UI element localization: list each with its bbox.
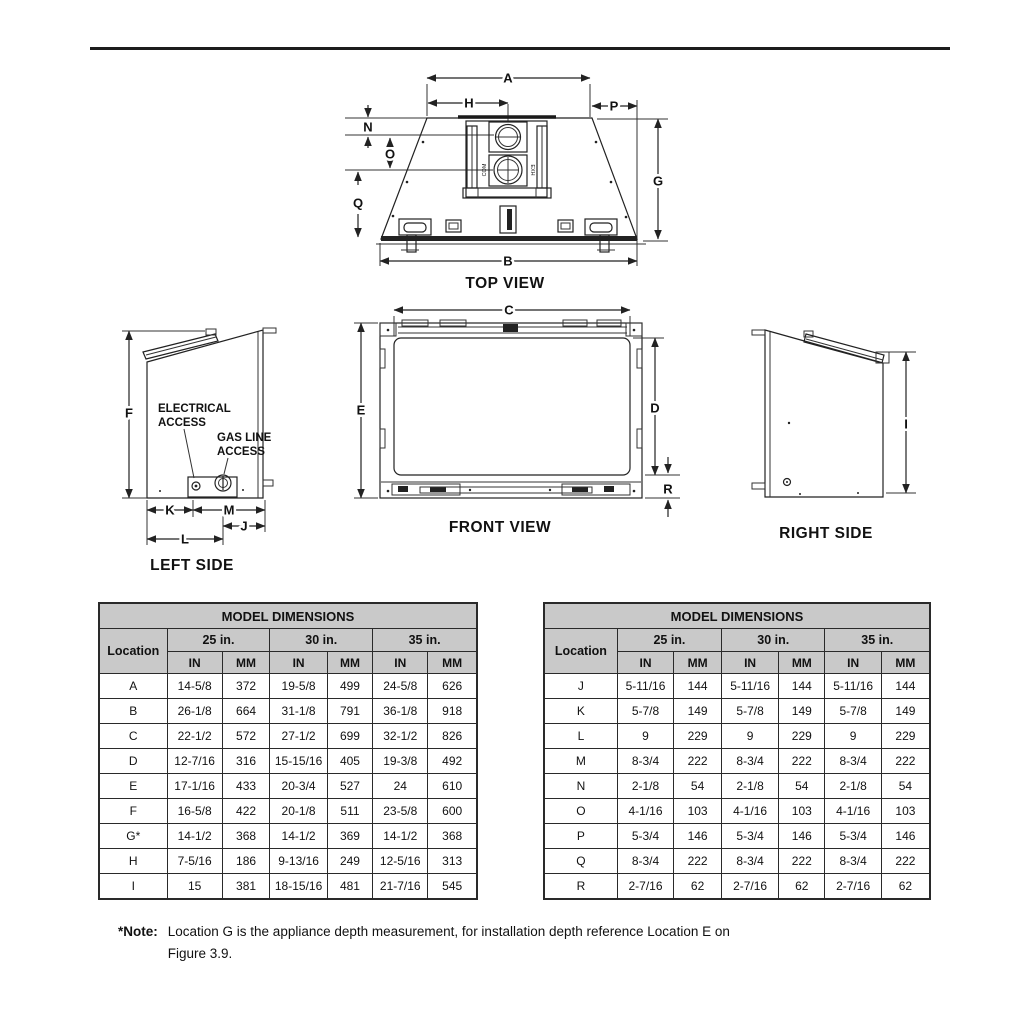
value-cell: 405: [327, 749, 372, 774]
table-row: [99, 724, 477, 749]
value-cell: 20-3/4: [270, 774, 327, 799]
location-cell: A: [99, 674, 167, 699]
unit-header: IN: [617, 652, 673, 674]
value-cell: 15: [167, 874, 222, 900]
value-cell: 9: [722, 724, 779, 749]
location-cell: F: [99, 799, 167, 824]
value-cell: 918: [428, 699, 477, 724]
value-cell: 481: [327, 874, 372, 900]
dim-label-P: P: [609, 98, 619, 114]
dim-label-Q: Q: [352, 195, 364, 211]
dim-label-I: I: [904, 416, 908, 432]
table-row: [544, 749, 930, 774]
value-cell: 26-1/8: [167, 699, 222, 724]
dim-label-A: A: [503, 70, 513, 86]
value-cell: 699: [327, 724, 372, 749]
value-cell: 23-5/8: [373, 799, 428, 824]
size-header-35: 35 in.: [373, 629, 477, 652]
value-cell: 5-3/4: [617, 824, 673, 849]
value-cell: 791: [327, 699, 372, 724]
table-row: [99, 824, 477, 849]
table-row: [99, 674, 477, 699]
value-cell: 149: [881, 699, 930, 724]
value-cell: 826: [428, 724, 477, 749]
value-cell: 372: [222, 674, 270, 699]
value-cell: 527: [327, 774, 372, 799]
unit-header: IN: [825, 652, 881, 674]
value-cell: 19-3/8: [373, 749, 428, 774]
table-row: [544, 799, 930, 824]
size-header-30: 30 in.: [722, 629, 825, 652]
value-cell: 144: [881, 674, 930, 699]
value-cell: 8-3/4: [722, 749, 779, 774]
value-cell: 146: [779, 824, 825, 849]
value-cell: 626: [428, 674, 477, 699]
value-cell: 4-1/16: [617, 799, 673, 824]
value-cell: 381: [222, 874, 270, 900]
value-cell: 24-5/8: [373, 674, 428, 699]
value-cell: 21-7/16: [373, 874, 428, 900]
vent-pipe: [804, 334, 884, 363]
gas-line-access-label: GAS LINE: [217, 432, 272, 444]
value-cell: 316: [222, 749, 270, 774]
dim-label-M: M: [223, 502, 235, 518]
size-header-35: 35 in.: [825, 629, 930, 652]
footnote-text: [168, 921, 730, 964]
location-cell: I: [99, 874, 167, 900]
value-cell: 2-1/8: [617, 774, 673, 799]
value-cell: 5-11/16: [825, 674, 881, 699]
dim-label-G: G: [652, 173, 664, 189]
dim-label-H: H: [464, 95, 474, 111]
front-view-drawing: [354, 303, 680, 537]
value-cell: 422: [222, 799, 270, 824]
table-row: [99, 774, 477, 799]
value-cell: 4-1/16: [825, 799, 881, 824]
value-cell: 229: [779, 724, 825, 749]
value-cell: 5-11/16: [722, 674, 779, 699]
table-row: [544, 824, 930, 849]
value-cell: 368: [428, 824, 477, 849]
dim-label-J: J: [240, 518, 248, 534]
value-cell: 222: [779, 849, 825, 874]
value-cell: 664: [222, 699, 270, 724]
value-cell: 12-7/16: [167, 749, 222, 774]
footnote-line1: Location G is the appliance depth measurement, for installation depth reference Location E on: [167, 924, 730, 939]
table-row: [544, 699, 930, 724]
value-cell: 368: [222, 824, 270, 849]
unit-header: MM: [428, 652, 477, 674]
value-cell: 313: [428, 849, 477, 874]
dim-label-E: E: [356, 402, 366, 418]
gas-line-access-label2: ACCESS: [217, 446, 265, 458]
location-cell: C: [99, 724, 167, 749]
right-bracket: [585, 219, 617, 252]
value-cell: 22-1/2: [167, 724, 222, 749]
unit-header: MM: [222, 652, 270, 674]
value-cell: 149: [674, 699, 722, 724]
value-cell: 15-15/16: [270, 749, 327, 774]
left-bracket: [399, 219, 431, 252]
value-cell: 144: [779, 674, 825, 699]
value-cell: 545: [428, 874, 477, 900]
value-cell: 572: [222, 724, 270, 749]
dimension-table-j-r: [543, 602, 931, 900]
value-cell: 222: [779, 749, 825, 774]
value-cell: 2-1/8: [722, 774, 779, 799]
left-side-drawing: [122, 328, 276, 574]
value-cell: 229: [674, 724, 722, 749]
table-row: [544, 724, 930, 749]
value-cell: 222: [881, 849, 930, 874]
value-cell: 17-1/16: [167, 774, 222, 799]
flue-collar-assembly: [463, 121, 551, 198]
front-view-title: FRONT VIEW: [448, 519, 552, 536]
value-cell: 18-15/16: [270, 874, 327, 900]
value-cell: 5-7/8: [825, 699, 881, 724]
value-cell: 511: [327, 799, 372, 824]
value-cell: 9-13/16: [270, 849, 327, 874]
value-cell: 2-1/8: [825, 774, 881, 799]
value-cell: 499: [327, 674, 372, 699]
footnote-label: *Note:: [118, 924, 158, 939]
value-cell: 54: [674, 774, 722, 799]
table-row: [544, 874, 930, 900]
dim-label-R: R: [663, 481, 673, 497]
footnote: [118, 921, 730, 964]
value-cell: 8-3/4: [825, 749, 881, 774]
value-cell: 54: [881, 774, 930, 799]
table-row: [544, 849, 930, 874]
value-cell: 16-5/8: [167, 799, 222, 824]
value-cell: 62: [674, 874, 722, 900]
value-cell: 8-3/4: [617, 849, 673, 874]
location-cell: O: [544, 799, 617, 824]
value-cell: 249: [327, 849, 372, 874]
location-cell: G*: [99, 824, 167, 849]
value-cell: 229: [881, 724, 930, 749]
value-cell: 54: [779, 774, 825, 799]
size-header-25: 25 in.: [167, 629, 270, 652]
value-cell: 492: [428, 749, 477, 774]
location-cell: M: [544, 749, 617, 774]
value-cell: 186: [222, 849, 270, 874]
top-view-title: TOP VIEW: [465, 275, 545, 292]
location-cell: N: [544, 774, 617, 799]
table-title: MODEL DIMENSIONS: [99, 603, 477, 629]
value-cell: 5-7/8: [617, 699, 673, 724]
value-cell: 14-1/2: [373, 824, 428, 849]
value-cell: 20-1/8: [270, 799, 327, 824]
dim-label-O: O: [384, 146, 396, 162]
value-cell: 14-1/2: [270, 824, 327, 849]
dim-label-D: D: [650, 400, 660, 416]
value-cell: 103: [674, 799, 722, 824]
table-row: [99, 849, 477, 874]
value-cell: 14-5/8: [167, 674, 222, 699]
unit-header: MM: [881, 652, 930, 674]
value-cell: 8-3/4: [617, 749, 673, 774]
table-row: [544, 674, 930, 699]
value-cell: 12-5/16: [373, 849, 428, 874]
value-cell: 9: [825, 724, 881, 749]
value-cell: 5-3/4: [722, 824, 779, 849]
value-cell: 369: [327, 824, 372, 849]
table-row: [99, 749, 477, 774]
location-cell: L: [544, 724, 617, 749]
value-cell: 24: [373, 774, 428, 799]
location-cell: E: [99, 774, 167, 799]
value-cell: 8-3/4: [825, 849, 881, 874]
table-title: MODEL DIMENSIONS: [544, 603, 930, 629]
value-cell: 19-5/8: [270, 674, 327, 699]
table-row: [99, 874, 477, 900]
value-cell: 5-7/8: [722, 699, 779, 724]
value-cell: 610: [428, 774, 477, 799]
collar-label-left: COM: [482, 163, 488, 177]
value-cell: 222: [881, 749, 930, 774]
value-cell: 433: [222, 774, 270, 799]
dim-label-K: K: [165, 502, 175, 518]
location-cell: Q: [544, 849, 617, 874]
unit-header: MM: [327, 652, 372, 674]
unit-header: IN: [270, 652, 327, 674]
size-header-30: 30 in.: [270, 629, 373, 652]
value-cell: 31-1/8: [270, 699, 327, 724]
table-row: [544, 774, 930, 799]
electrical-access-label: ELECTRICAL: [158, 403, 231, 415]
location-cell: D: [99, 749, 167, 774]
table-row: [99, 799, 477, 824]
right-side-title: RIGHT SIDE: [779, 525, 873, 542]
left-side-title: LEFT SIDE: [150, 557, 234, 574]
value-cell: 9: [617, 724, 673, 749]
value-cell: 27-1/2: [270, 724, 327, 749]
unit-header: IN: [167, 652, 222, 674]
glass-panel: [394, 338, 630, 475]
dim-label-F: F: [125, 405, 133, 421]
unit-header: IN: [722, 652, 779, 674]
location-cell: P: [544, 824, 617, 849]
value-cell: 2-7/16: [825, 874, 881, 900]
location-cell: B: [99, 699, 167, 724]
dim-label-N: N: [363, 119, 373, 135]
value-cell: 222: [674, 849, 722, 874]
top-view-drawing: [345, 71, 668, 293]
value-cell: 8-3/4: [722, 849, 779, 874]
value-cell: 146: [881, 824, 930, 849]
value-cell: 103: [779, 799, 825, 824]
value-cell: 5-3/4: [825, 824, 881, 849]
value-cell: 222: [674, 749, 722, 774]
value-cell: 7-5/16: [167, 849, 222, 874]
size-header-25: 25 in.: [617, 629, 721, 652]
unit-header: IN: [373, 652, 428, 674]
unit-header: MM: [674, 652, 722, 674]
value-cell: 4-1/16: [722, 799, 779, 824]
electrical-access-label2: ACCESS: [158, 417, 206, 429]
location-cell: K: [544, 699, 617, 724]
value-cell: 14-1/2: [167, 824, 222, 849]
footnote-line2: Figure 3.9.: [167, 945, 233, 961]
value-cell: 144: [674, 674, 722, 699]
value-cell: 149: [779, 699, 825, 724]
location-cell: J: [544, 674, 617, 699]
unit-header: MM: [779, 652, 825, 674]
value-cell: 2-7/16: [722, 874, 779, 900]
value-cell: 5-11/16: [617, 674, 673, 699]
location-cell: H: [99, 849, 167, 874]
value-cell: 600: [428, 799, 477, 824]
value-cell: 36-1/8: [373, 699, 428, 724]
right-side-drawing: [752, 330, 916, 542]
collar-label-right: EXH: [529, 164, 535, 176]
location-header: Location: [99, 629, 167, 674]
value-cell: 146: [674, 824, 722, 849]
location-cell: R: [544, 874, 617, 900]
location-header: Location: [544, 629, 617, 674]
value-cell: 103: [881, 799, 930, 824]
value-cell: 32-1/2: [373, 724, 428, 749]
dim-label-B: B: [503, 253, 513, 269]
dim-label-C: C: [504, 302, 514, 318]
table-row: [99, 699, 477, 724]
value-cell: 62: [779, 874, 825, 900]
dim-label-L: L: [181, 531, 189, 547]
value-cell: 2-7/16: [617, 874, 673, 900]
dimension-table-a-i: [98, 602, 478, 900]
value-cell: 62: [881, 874, 930, 900]
